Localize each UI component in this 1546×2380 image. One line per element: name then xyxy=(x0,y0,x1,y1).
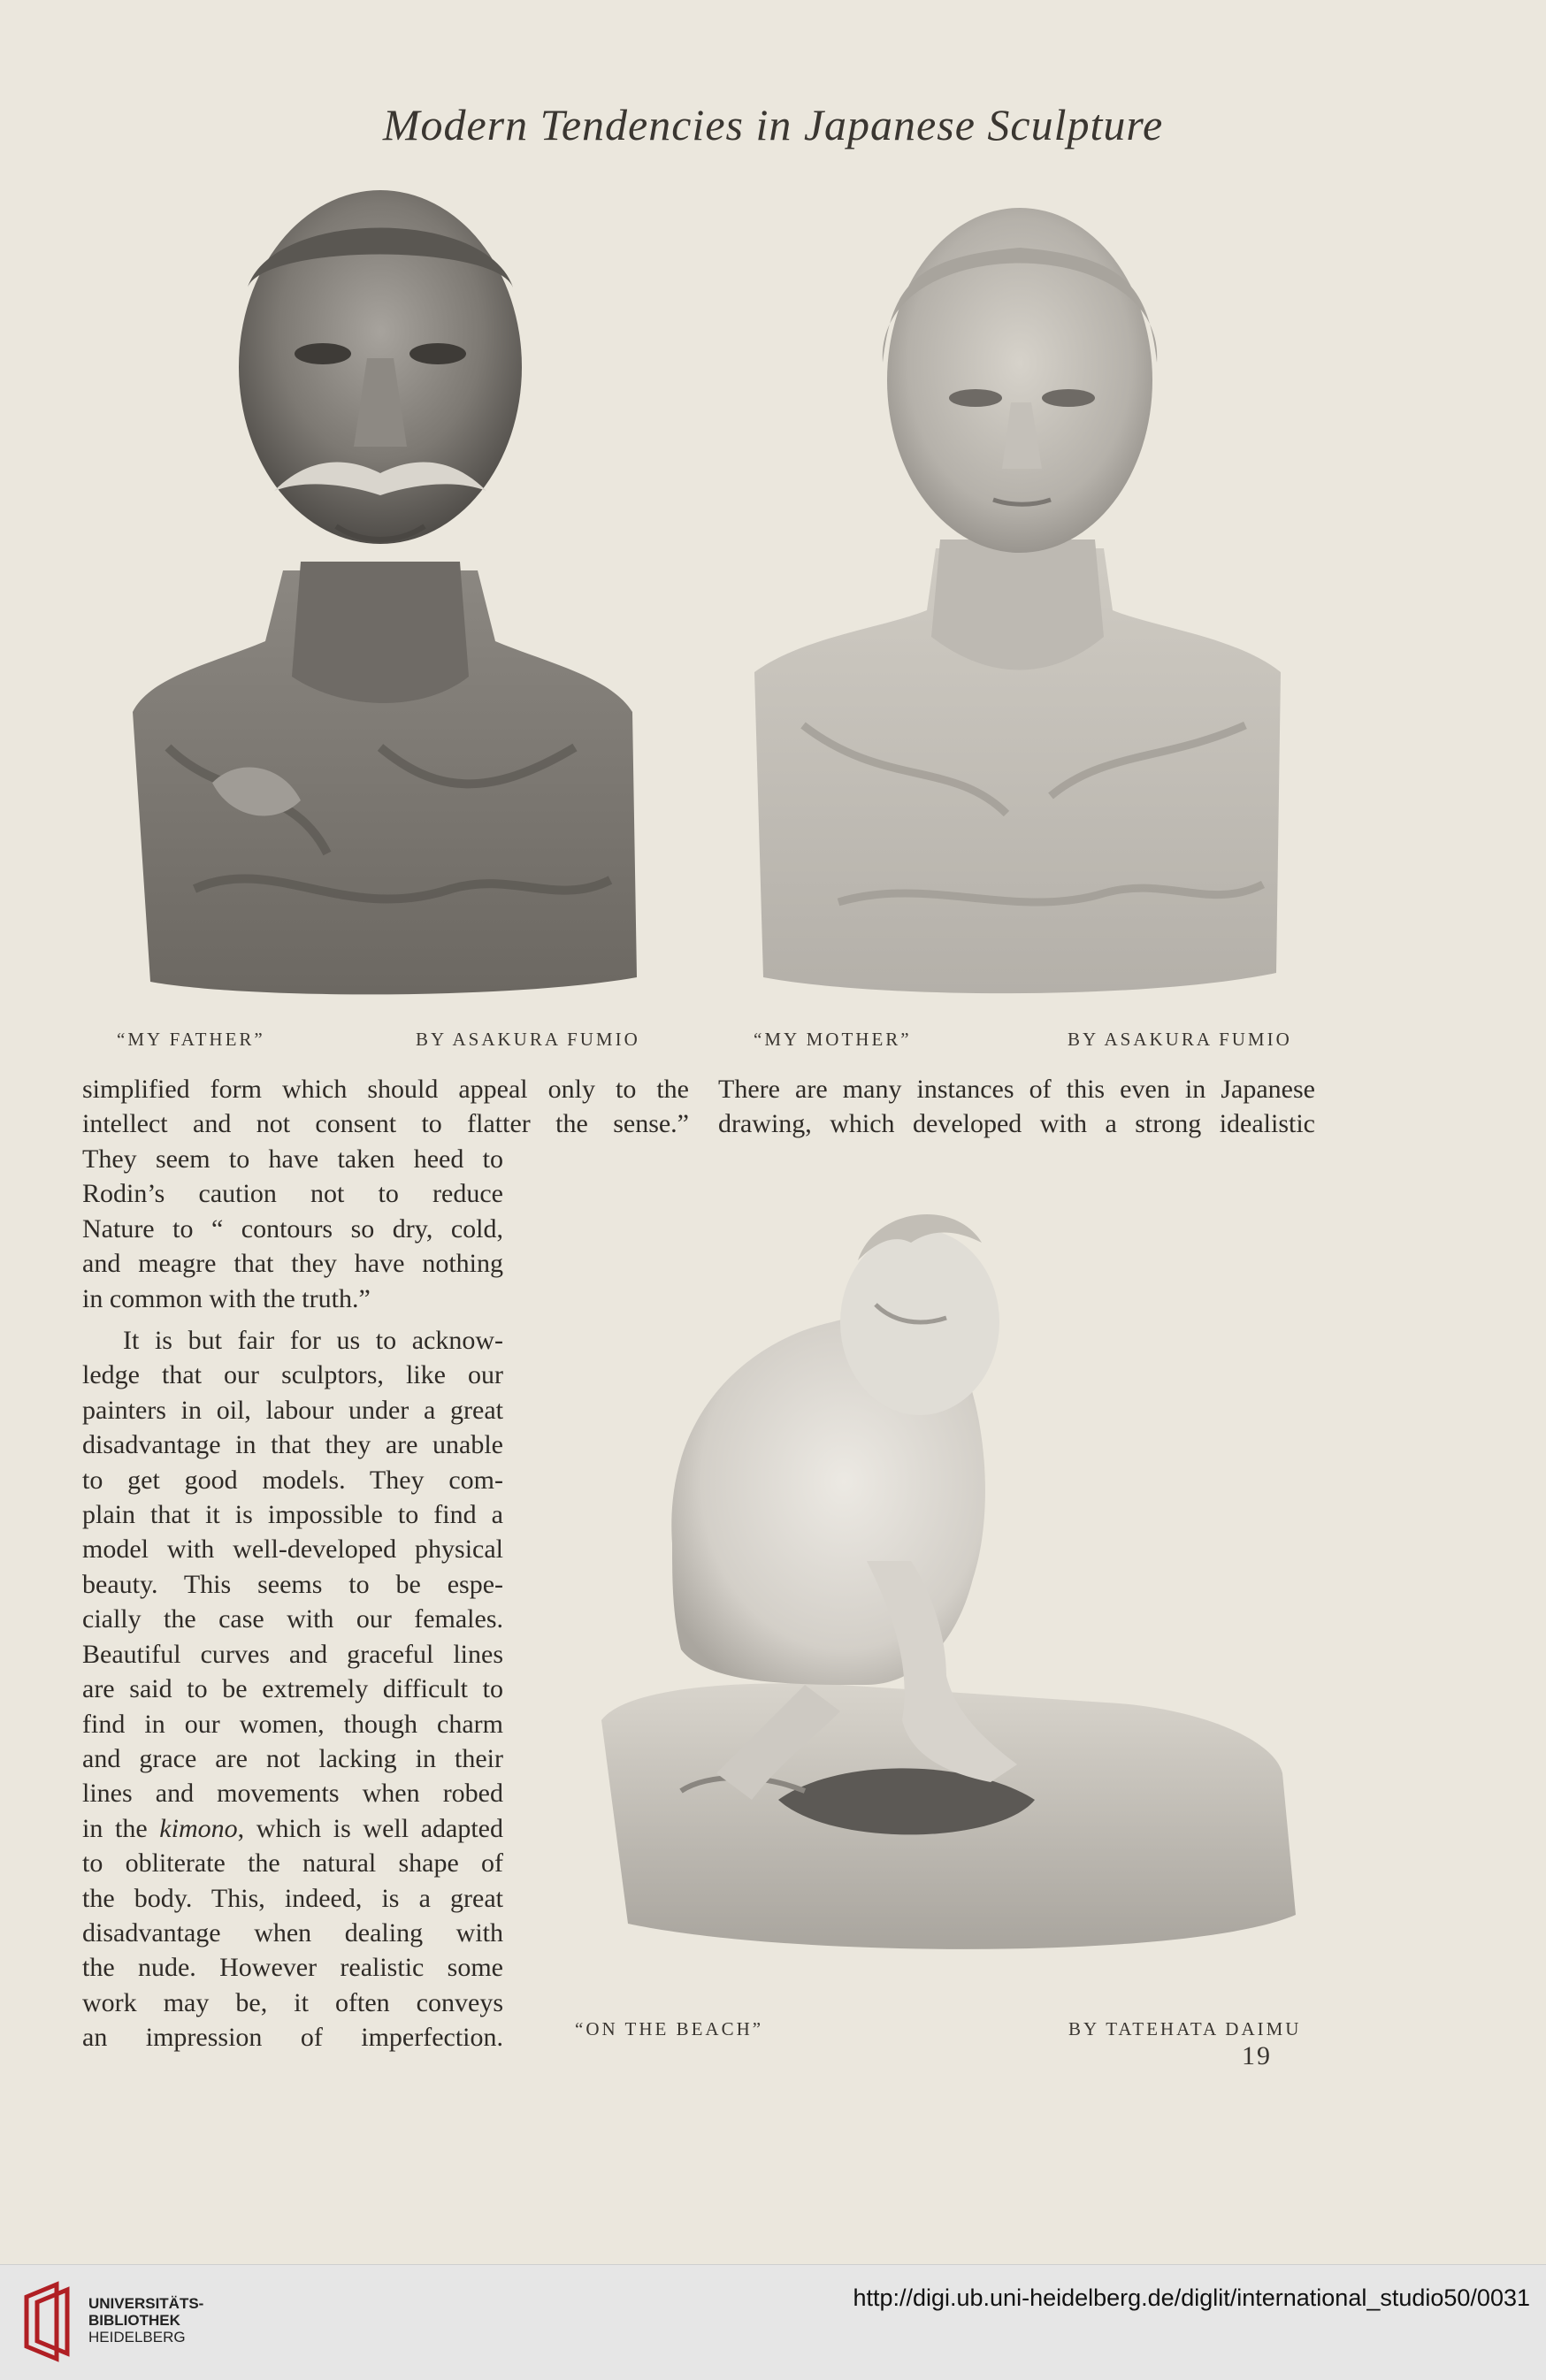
text-line: work may be, it often conveys xyxy=(82,1987,503,2017)
text-line: It is but fair for us to acknow- xyxy=(123,1326,503,1356)
text-line: Beautiful curves and graceful lines xyxy=(82,1639,503,1669)
text-line: cially the case with our females. xyxy=(82,1604,503,1634)
text-line: Rodin’s caution not to reduce xyxy=(82,1179,503,1209)
text-line: in common with the truth.” xyxy=(82,1283,371,1313)
plate-on-the-beach-photo xyxy=(575,1190,1313,1968)
text-left-wide xyxy=(82,1072,689,1142)
library-name-line2: BIBLIOTHEK xyxy=(88,2312,180,2329)
text-line: an impression of imperfection. xyxy=(82,2023,503,2053)
text-line: There are many instances of this even in Japanese xyxy=(718,1075,1315,1104)
library-name-line3: HEIDELBERG xyxy=(88,2329,186,2346)
plate-my-mother-photo xyxy=(750,177,1285,1004)
library-logo-icon xyxy=(21,2279,78,2364)
digitization-footer xyxy=(0,2264,1546,2380)
caption-on-the-beach-title: “ON THE BEACH” xyxy=(575,2018,764,2039)
text-line: lines and movements when robed xyxy=(82,1779,503,1809)
text-line: Nature to “ contours so dry, cold, xyxy=(82,1213,503,1244)
text-line: disadvantage in that they are unable xyxy=(82,1430,503,1460)
text-line: plain that it is impossible to find a xyxy=(82,1500,503,1530)
text-right-wide xyxy=(718,1072,1315,1142)
text-line: simplified form which should appeal only to the xyxy=(82,1075,689,1104)
source-url-link[interactable]: http://digi.ub.uni-heidelberg.de/diglit/international_studio50/0031 xyxy=(853,2284,1530,2311)
running-head: Modern Tendencies in Japanese Sculpture xyxy=(382,100,1164,149)
text-line: the nude. However realistic some xyxy=(82,1953,503,1983)
text-line: intellect and not consent to flatter the sense.” xyxy=(82,1109,689,1139)
text-line: beauty. This seems to be espe- xyxy=(82,1569,503,1599)
text-line: the body. This, indeed, is a great xyxy=(82,1883,503,1913)
text-line-kimono: in the kimono, which is well adapted xyxy=(82,1813,503,1843)
text-line: to get good models. They com- xyxy=(82,1465,503,1495)
caption-my-mother-artist: BY ASAKURA FUMIO xyxy=(1068,1029,1292,1050)
text-line: model with well-developed physical xyxy=(82,1534,503,1565)
caption-my-mother-title: “MY MOTHER” xyxy=(754,1029,912,1050)
text-line: find in our women, though charm xyxy=(82,1709,503,1739)
kimono-italic: kimono xyxy=(159,1813,238,1843)
text-line: ledge that our sculptors, like our xyxy=(82,1360,503,1390)
library-name-line1: UNIVERSITÄTS- xyxy=(88,2295,204,2312)
caption-my-father-title: “MY FATHER” xyxy=(117,1029,265,1050)
caption-my-father-artist: BY ASAKURA FUMIO xyxy=(416,1029,640,1050)
text-narrow-column xyxy=(82,1142,503,2055)
text-line: disadvantage when dealing with xyxy=(82,1917,503,1948)
text-line: They seem to have taken heed to xyxy=(82,1144,503,1174)
text-line: and grace are not lacking in their xyxy=(82,1743,503,1773)
caption-on-the-beach-artist: BY TATEHATA DAIMU xyxy=(1068,2018,1302,2039)
page-number: 19 xyxy=(1242,2041,1272,2070)
text-line: to obliterate the natural shape of xyxy=(82,1848,503,1879)
library-name xyxy=(88,2295,203,2346)
text-line: drawing, which developed with a strong idealistic xyxy=(718,1109,1315,1139)
text-line: painters in oil, labour under a great xyxy=(82,1395,503,1425)
plate-my-father-photo xyxy=(115,181,646,1004)
text-line: and meagre that they have nothing xyxy=(82,1249,503,1279)
text-line: are said to be extremely difficult to xyxy=(82,1674,503,1704)
